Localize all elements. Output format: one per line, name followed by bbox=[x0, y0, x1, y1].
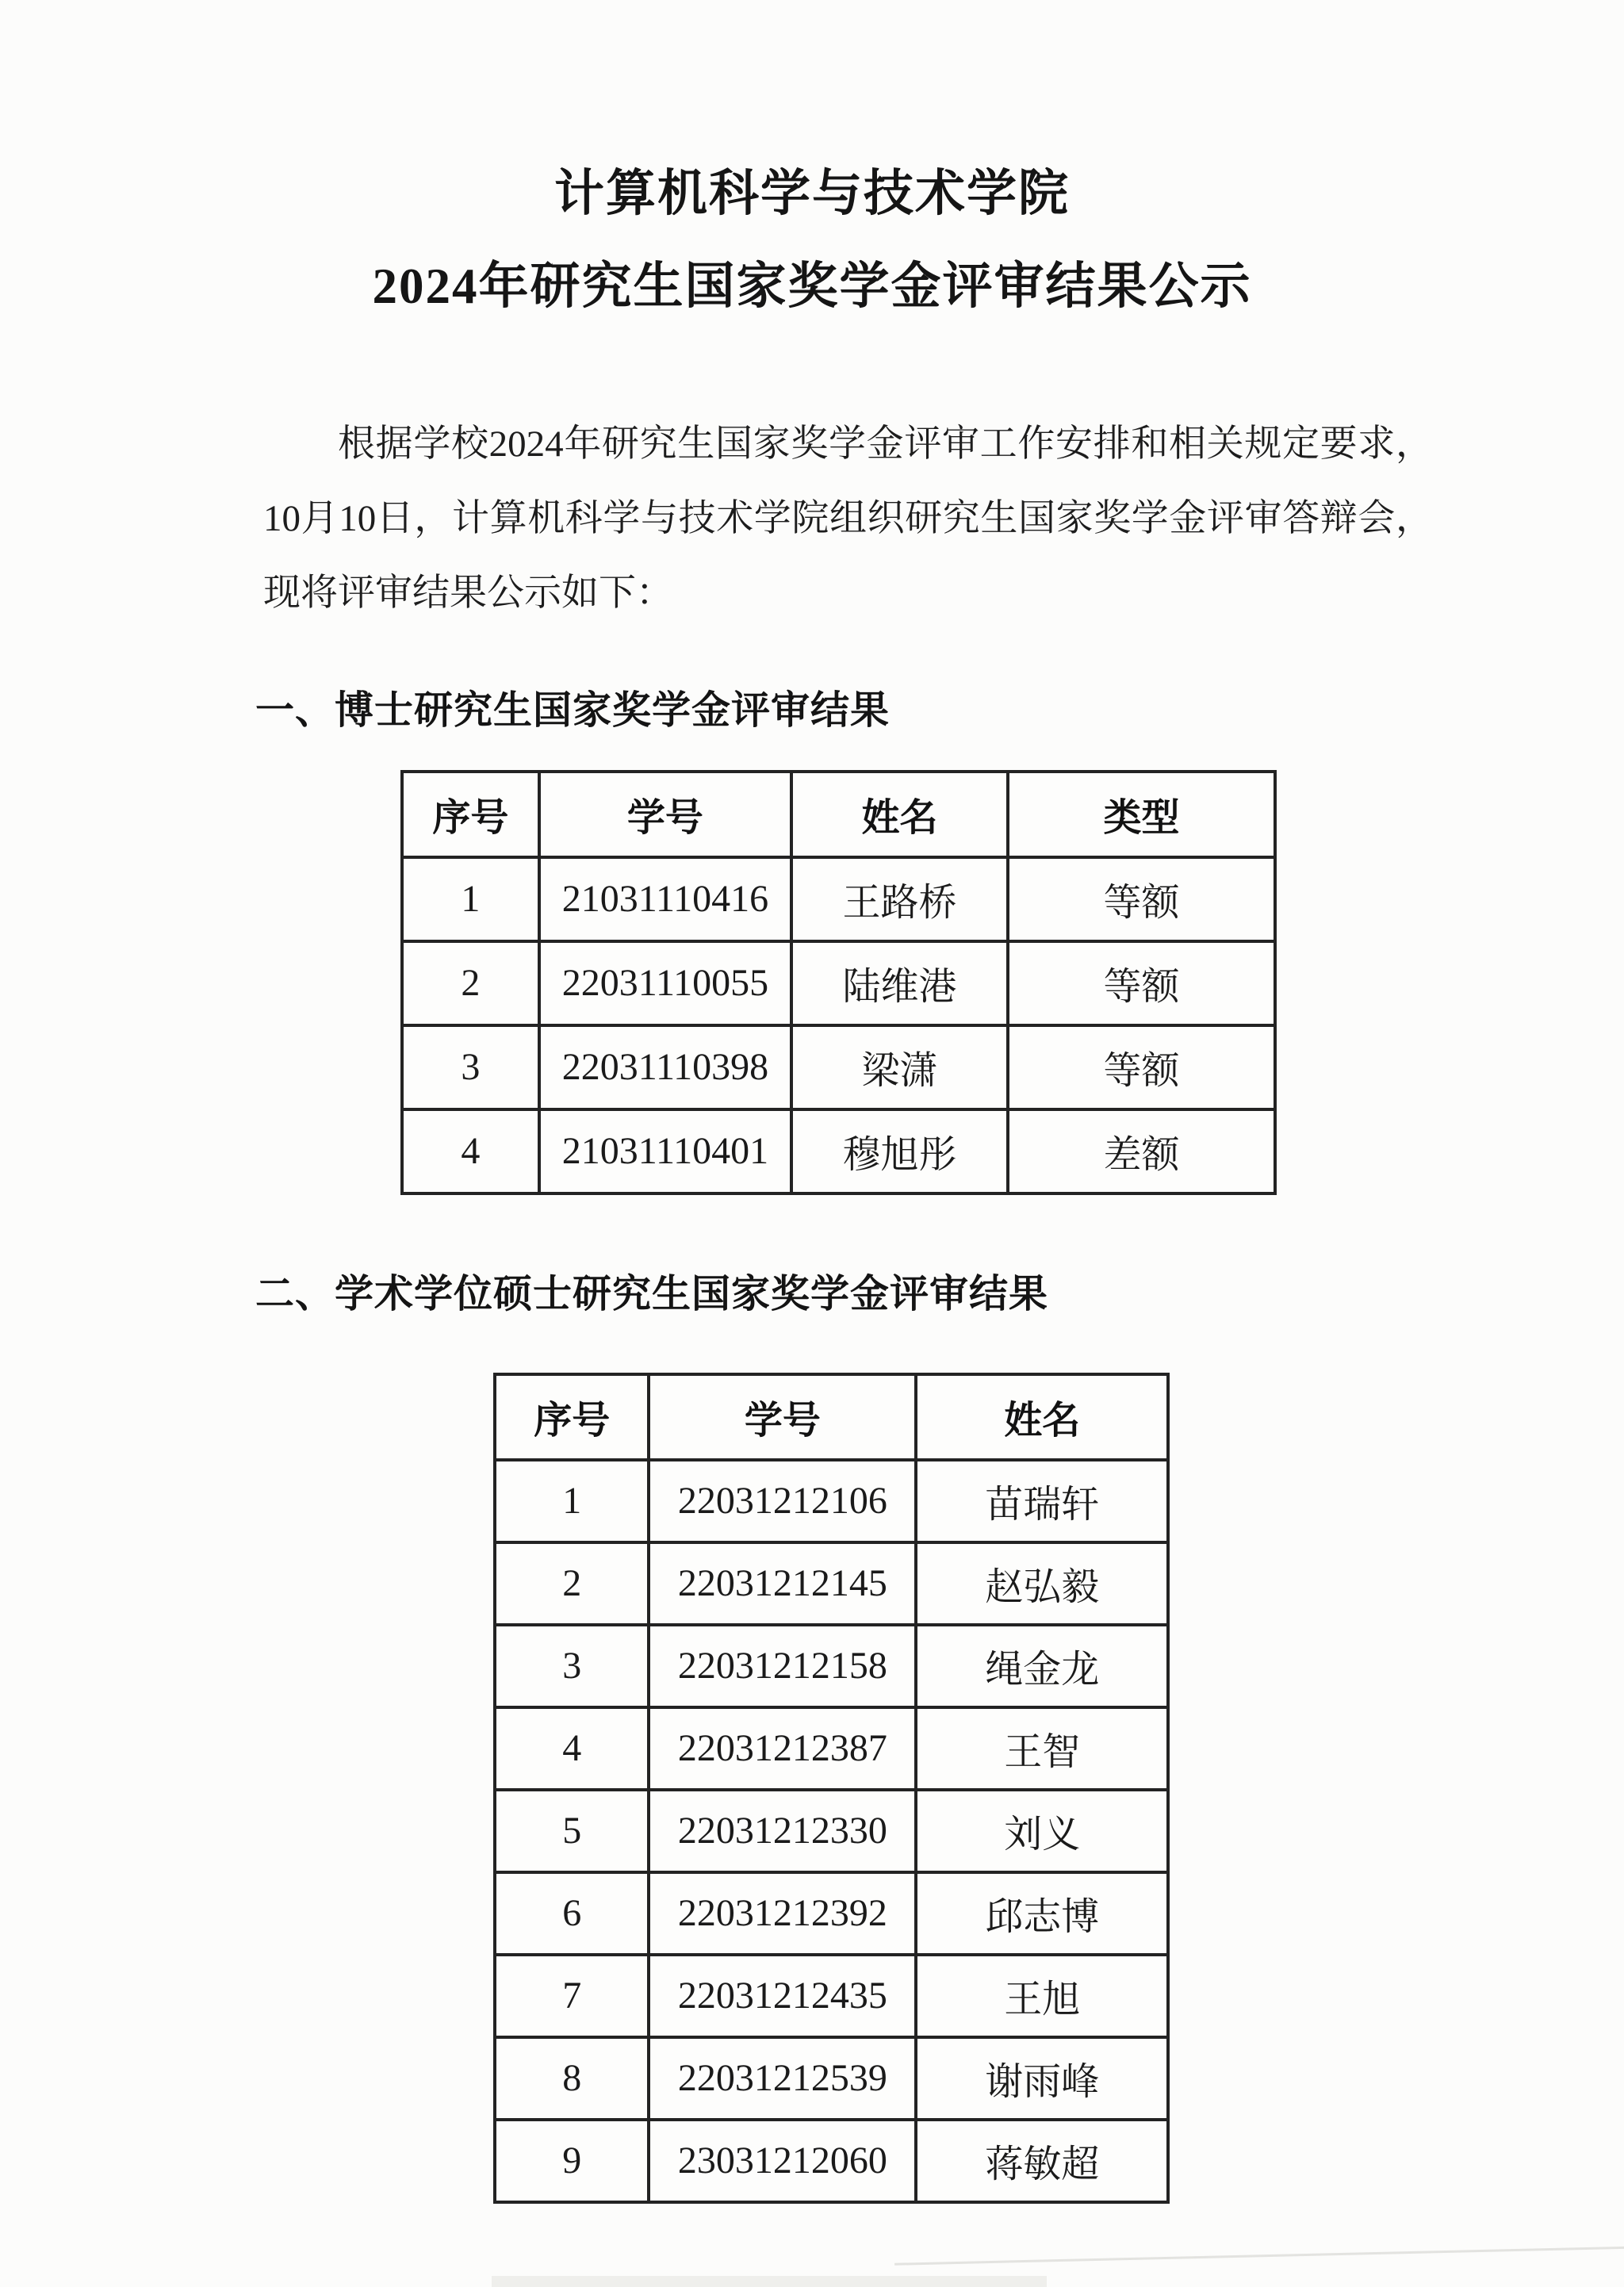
table-cell: 22031212158 bbox=[649, 1625, 916, 1707]
table-cell: 22031212435 bbox=[649, 1955, 916, 2037]
table-row bbox=[495, 1542, 1168, 1625]
table-cell: 21031110416 bbox=[539, 857, 791, 941]
table-cell: 8 bbox=[495, 2037, 649, 2120]
table-row bbox=[495, 1872, 1168, 1955]
column-header: 学号 bbox=[649, 1374, 916, 1460]
table-cell: 21031110401 bbox=[539, 1109, 791, 1193]
table-cell: 等额 bbox=[1008, 1025, 1275, 1109]
table-cell: 22031110398 bbox=[539, 1025, 791, 1109]
table-cell: 3 bbox=[495, 1625, 649, 1707]
table-cell: 王路桥 bbox=[791, 857, 1008, 941]
table-cell: 王旭 bbox=[916, 1955, 1168, 2037]
table-cell: 22031212392 bbox=[649, 1872, 916, 1955]
page-title-line2: 2024年研究生国家奖学金评审结果公示 bbox=[372, 258, 1252, 314]
table-row bbox=[402, 1109, 1275, 1193]
section2-heading: 二、学术学位硕士研究生国家奖学金评审结果 bbox=[255, 1271, 1049, 1316]
column-header: 学号 bbox=[539, 772, 791, 857]
table-row bbox=[495, 1625, 1168, 1707]
table-cell: 2 bbox=[495, 1542, 649, 1625]
table-row bbox=[495, 2037, 1168, 2120]
table-cell: 陆维港 bbox=[791, 941, 1008, 1025]
column-header: 姓名 bbox=[791, 772, 1008, 857]
column-header: 姓名 bbox=[916, 1374, 1168, 1460]
column-header: 序号 bbox=[495, 1374, 649, 1460]
table-row bbox=[495, 2120, 1168, 2202]
table-row bbox=[495, 1707, 1168, 1790]
section1-heading: 一、博士研究生国家奖学金评审结果 bbox=[255, 688, 891, 732]
table-row bbox=[402, 1025, 1275, 1109]
table-cell: 蒋敏超 bbox=[916, 2120, 1168, 2202]
table-cell: 22031110055 bbox=[539, 941, 791, 1025]
table-cell: 刘义 bbox=[916, 1790, 1168, 1872]
table-cell: 等额 bbox=[1008, 857, 1275, 941]
table-cell: 2 bbox=[402, 941, 539, 1025]
scan-artifact-line bbox=[894, 2246, 1624, 2266]
table-row bbox=[402, 857, 1275, 941]
column-header: 类型 bbox=[1008, 772, 1275, 857]
table-cell: 22031212145 bbox=[649, 1542, 916, 1625]
table-cell: 赵弘毅 bbox=[916, 1542, 1168, 1625]
table-cell: 苗瑞轩 bbox=[916, 1460, 1168, 1542]
scan-artifact-smudge bbox=[492, 2276, 1047, 2287]
table-cell: 等额 bbox=[1008, 941, 1275, 1025]
table-row bbox=[402, 941, 1275, 1025]
table-cell: 邱志博 bbox=[916, 1872, 1168, 1955]
table-cell: 4 bbox=[402, 1109, 539, 1193]
table-cell: 4 bbox=[495, 1707, 649, 1790]
table-cell: 穆旭彤 bbox=[791, 1109, 1008, 1193]
table-cell: 绳金龙 bbox=[916, 1625, 1168, 1707]
table-cell: 22031212539 bbox=[649, 2037, 916, 2120]
page-title-line1: 计算机科学与技术学院 bbox=[554, 166, 1070, 221]
table-cell: 22031212330 bbox=[649, 1790, 916, 1872]
table-cell: 3 bbox=[402, 1025, 539, 1109]
table-cell: 梁潇 bbox=[791, 1025, 1008, 1109]
table-row bbox=[495, 1460, 1168, 1542]
table-cell: 差额 bbox=[1008, 1109, 1275, 1193]
table-row bbox=[495, 1955, 1168, 2037]
table-cell: 谢雨峰 bbox=[916, 2037, 1168, 2120]
table-header-row bbox=[402, 772, 1275, 857]
table-cell: 22031212106 bbox=[649, 1460, 916, 1542]
table-header-row bbox=[495, 1374, 1168, 1460]
table-cell: 1 bbox=[495, 1460, 649, 1542]
table-cell: 22031212387 bbox=[649, 1707, 916, 1790]
table-cell: 6 bbox=[495, 1872, 649, 1955]
table-cell: 王智 bbox=[916, 1707, 1168, 1790]
table-cell: 1 bbox=[402, 857, 539, 941]
table-cell: 23031212060 bbox=[649, 2120, 916, 2202]
table-row bbox=[495, 1790, 1168, 1872]
table-cell: 9 bbox=[495, 2120, 649, 2202]
column-header: 序号 bbox=[402, 772, 539, 857]
intro-paragraph: 根据学校2024年研究生国家奖学金评审工作安排和相关规定要求，10月10日，计算机科学与技术学院组织研究生国家奖学金评审答辩会，现将评审结果公示如下： bbox=[263, 423, 1433, 614]
table-cell: 5 bbox=[495, 1790, 649, 1872]
table-cell: 7 bbox=[495, 1955, 649, 2037]
masters-results-table bbox=[493, 1373, 1170, 2204]
doctoral-results-table bbox=[400, 770, 1277, 1195]
